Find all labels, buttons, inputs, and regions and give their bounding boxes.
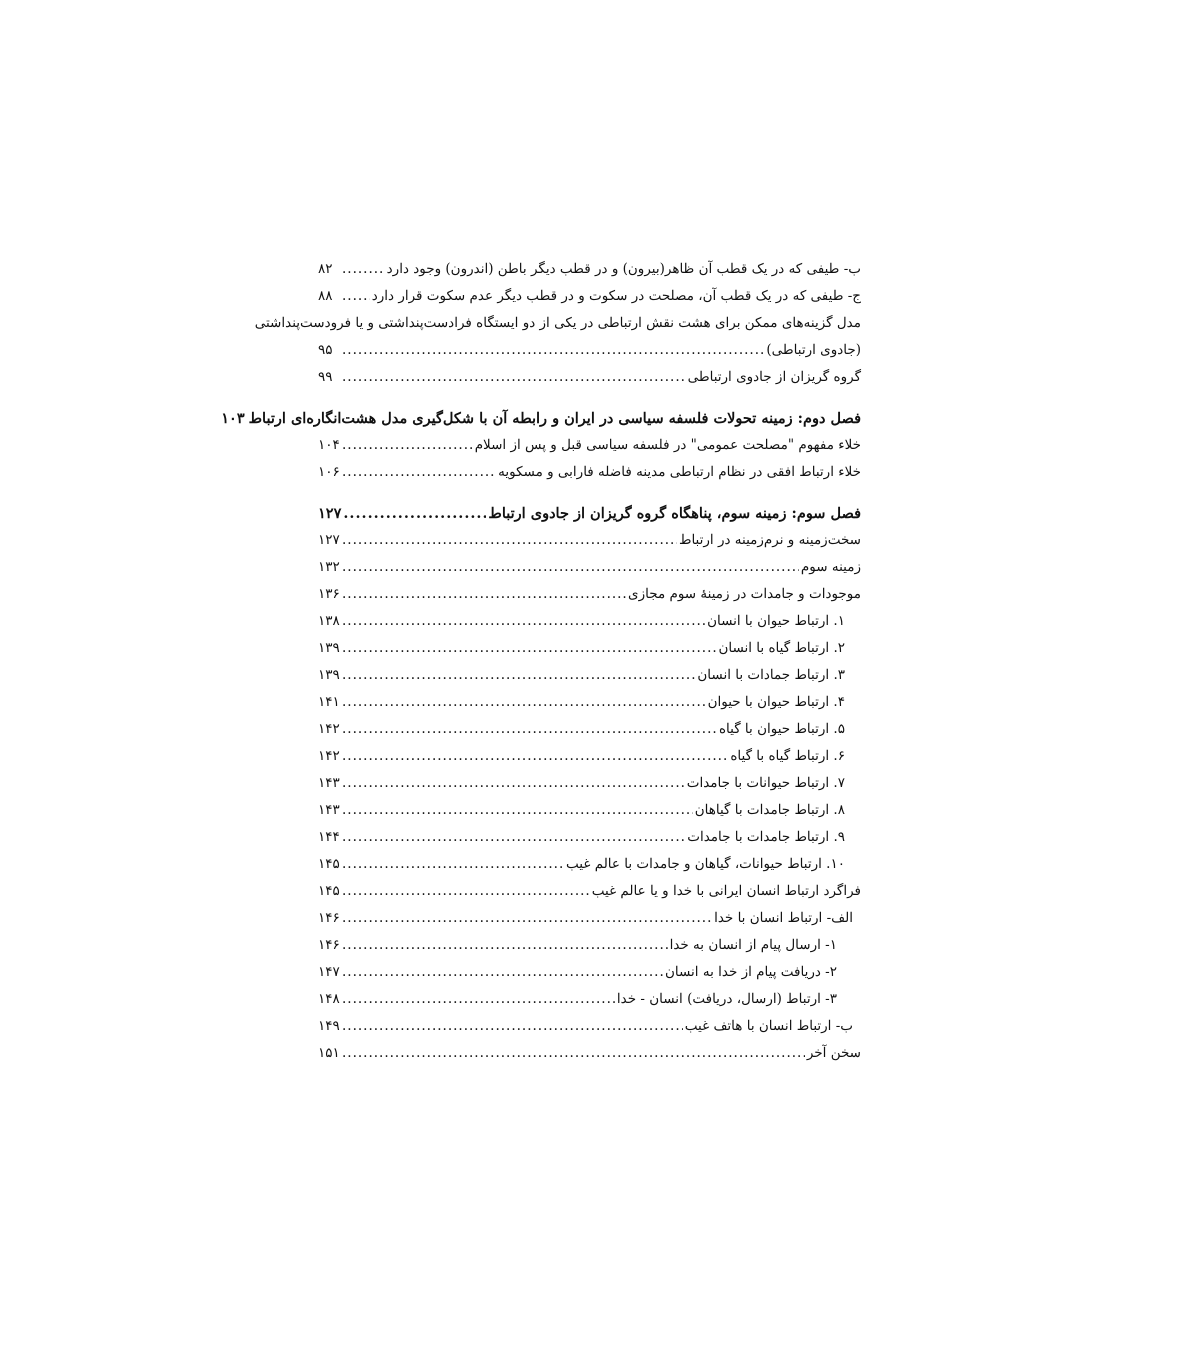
toc-entry-title: ۲- دریافت پیام از خدا به انسان <box>664 964 837 980</box>
toc-entry-title: خلاء ارتباط افقی در نظام ارتباطی مدینه فاضله فارابی و مسکویه <box>498 464 861 480</box>
leader-dots <box>342 527 677 554</box>
toc-entry-title: ۱. ارتباط حیوان با انسان <box>707 613 845 629</box>
toc-entry-title: ۵. ارتباط حیوان با گیاه <box>718 721 845 737</box>
toc-entry-title: ۶. ارتباط گیاه با گیاه <box>730 748 845 764</box>
toc-entry-page: ۹۵ <box>318 342 333 358</box>
leader-dots <box>342 986 615 1013</box>
toc-entry-page: ۹۹ <box>318 369 333 385</box>
toc-entry <box>318 581 861 608</box>
toc-entry-title: ۷. ارتباط حیوانات با جامدات <box>686 775 845 791</box>
toc-entry-page: ۱۳۹ <box>318 640 340 656</box>
toc-entry-page: ۱۴۹ <box>318 1018 340 1034</box>
leader-dots <box>342 824 685 851</box>
toc-entry-title: زمینه سوم <box>800 559 861 575</box>
toc-entry <box>318 608 861 635</box>
toc-entry-title: ۸. ارتباط جامدات با گیاهان <box>694 802 845 818</box>
toc-entry <box>318 743 861 770</box>
toc-entry-page: ۱۰۳ <box>221 410 245 427</box>
toc-entry-page: ۸۲ <box>318 261 333 277</box>
leader-dots <box>342 851 564 878</box>
leader-dots <box>342 256 385 283</box>
toc-entry-title: موجودات و جامدات در زمینهٔ سوم مجازی <box>628 586 861 602</box>
toc-entry-title: الف- ارتباط انسان با خدا <box>714 910 853 926</box>
toc-entry-title: فراگرد ارتباط انسان ایرانی با خدا و یا عالم غیب <box>591 883 861 899</box>
toc-entry <box>318 283 861 310</box>
toc-entry-page: ۱۳۶ <box>318 586 340 602</box>
toc-entry-title: فصل سوم: زمینه سوم، پناهگاه گروه گریزان از جادوی ارتباط <box>488 505 861 522</box>
leader-dots <box>342 689 706 716</box>
toc-entry-page: ۱۲۷ <box>318 532 340 548</box>
leader-dots <box>342 770 685 797</box>
toc-entry-page: ۱۴۴ <box>318 829 340 845</box>
toc-entry <box>318 797 861 824</box>
toc-entry-title: ۲. ارتباط گیاه با انسان <box>718 640 845 656</box>
leader-dots <box>342 635 716 662</box>
toc-entry-page: ۱۵۱ <box>318 1045 340 1061</box>
toc-entry-page: ۱۰۶ <box>318 464 340 480</box>
toc-entry-page: ۱۴۸ <box>318 991 340 1007</box>
toc-entry <box>318 851 861 878</box>
toc-entry-page: ۱۴۵ <box>318 883 340 899</box>
toc-entry-page: ۱۳۹ <box>318 667 340 683</box>
toc-entry-page: ۱۴۲ <box>318 748 340 764</box>
toc-entry-title: ۳. ارتباط جمادات با انسان <box>697 667 845 683</box>
toc-entry <box>318 824 861 851</box>
toc-entry <box>318 905 861 932</box>
leader-dots <box>342 716 717 743</box>
toc-entry-page: ۱۲۷ <box>318 505 342 522</box>
toc-entry-title: خلاء مفهوم "مصلحت عمومی" در فلسفه سیاسی قبل و پس از اسلام <box>474 437 861 453</box>
toc-entry <box>318 1040 861 1067</box>
toc-entry-title: ۴. ارتباط حیوان با حیوان <box>707 694 845 710</box>
toc-entry-page: ۱۴۳ <box>318 775 340 791</box>
leader-dots <box>342 932 668 959</box>
leader-dots <box>343 500 486 527</box>
toc-entry-page: ۱۴۷ <box>318 964 340 980</box>
leader-dots <box>342 283 370 310</box>
toc-entry <box>318 256 861 283</box>
table-of-contents <box>221 256 861 1067</box>
toc-entry-page: ۱۴۵ <box>318 856 340 872</box>
leader-dots <box>342 581 626 608</box>
toc-entry-title: ب- طیفی که در یک قطب آن ظاهر(بیرون) و در قطب دیگر باطن (اندرون) وجود دارد <box>386 261 861 277</box>
leader-dots <box>342 608 705 635</box>
toc-entry <box>318 554 861 581</box>
toc-entry <box>318 1013 861 1040</box>
toc-entry <box>318 364 861 391</box>
leader-dots <box>342 1013 683 1040</box>
toc-entry-title: ج- طیفی که در یک قطب آن، مصلحت در سکوت و در قطب دیگر عدم سکوت قرار دارد <box>371 288 861 304</box>
leader-dots <box>342 662 695 689</box>
toc-entry <box>318 337 861 364</box>
toc-entry <box>318 986 861 1013</box>
toc-entry <box>254 310 861 337</box>
toc-entry <box>318 459 861 486</box>
toc-entry-title: ۹. ارتباط جامدات با جامدات <box>687 829 845 845</box>
toc-entry <box>318 716 861 743</box>
toc-entry <box>318 878 861 905</box>
leader-dots <box>342 364 686 391</box>
leader-dots <box>342 1040 805 1067</box>
leader-dots <box>342 459 496 486</box>
toc-entry <box>318 527 861 554</box>
leader-dots <box>342 905 712 932</box>
toc-entry <box>318 959 861 986</box>
toc-entry-title: ۱- ارسال پیام از انسان به خدا <box>669 937 837 953</box>
leader-dots <box>342 959 663 986</box>
toc-entry-page: ۱۴۲ <box>318 721 340 737</box>
toc-entry-page: ۱۳۸ <box>318 613 340 629</box>
toc-chapter-heading <box>318 500 861 527</box>
leader-dots <box>342 432 473 459</box>
toc-entry-page: ۱۴۶ <box>318 937 340 953</box>
toc-entry-page: ۱۳۲ <box>318 559 340 575</box>
toc-entry-page: ۱۰۴ <box>318 437 340 453</box>
toc-entry <box>318 662 861 689</box>
toc-entry-title: گروه گریزان از جادوی ارتباطی <box>687 369 861 385</box>
leader-dots <box>342 878 590 905</box>
toc-entry-title: (جادوی ارتباطی) <box>766 342 861 358</box>
toc-entry-title: مدل گزینه‌های ممکن برای هشت نقش ارتباطی در یکی از دو ایستگاه فرادست‌پنداشتی و یا فرودست‌پنداشتی <box>254 315 861 331</box>
leader-dots <box>342 554 799 581</box>
toc-entry <box>318 432 861 459</box>
toc-entry-title: سخن آخر <box>806 1045 861 1061</box>
leader-dots <box>342 797 693 824</box>
toc-entry-page: ۱۴۱ <box>318 694 340 710</box>
toc-entry-title: فصل دوم: زمینه تحولات فلسفه سیاسی در ایران و رابطه آن با شکل‌گیری مدل هشت‌انگاره‌ای ارتباط <box>248 410 861 427</box>
toc-entry-title: ب- ارتباط انسان با هاتف غیب <box>684 1018 853 1034</box>
toc-chapter-heading <box>221 405 861 432</box>
toc-entry <box>318 770 861 797</box>
toc-entry-page: ۸۸ <box>318 288 333 304</box>
toc-entry-title: سخت‌زمینه و نرم‌زمینه در ارتباط <box>678 532 861 548</box>
leader-dots <box>342 743 728 770</box>
toc-entry-title: ۳- ارتباط (ارسال، دریافت) انسان - خدا <box>616 991 837 1007</box>
toc-entry <box>318 689 861 716</box>
toc-entry-page: ۱۴۶ <box>318 910 340 926</box>
leader-dots <box>342 337 764 364</box>
toc-entry <box>318 635 861 662</box>
toc-entry <box>318 932 861 959</box>
toc-entry-page: ۱۴۳ <box>318 802 340 818</box>
toc-entry-title: ۱۰. ارتباط حیوانات، گیاهان و جامدات با عالم غیب <box>566 856 845 872</box>
